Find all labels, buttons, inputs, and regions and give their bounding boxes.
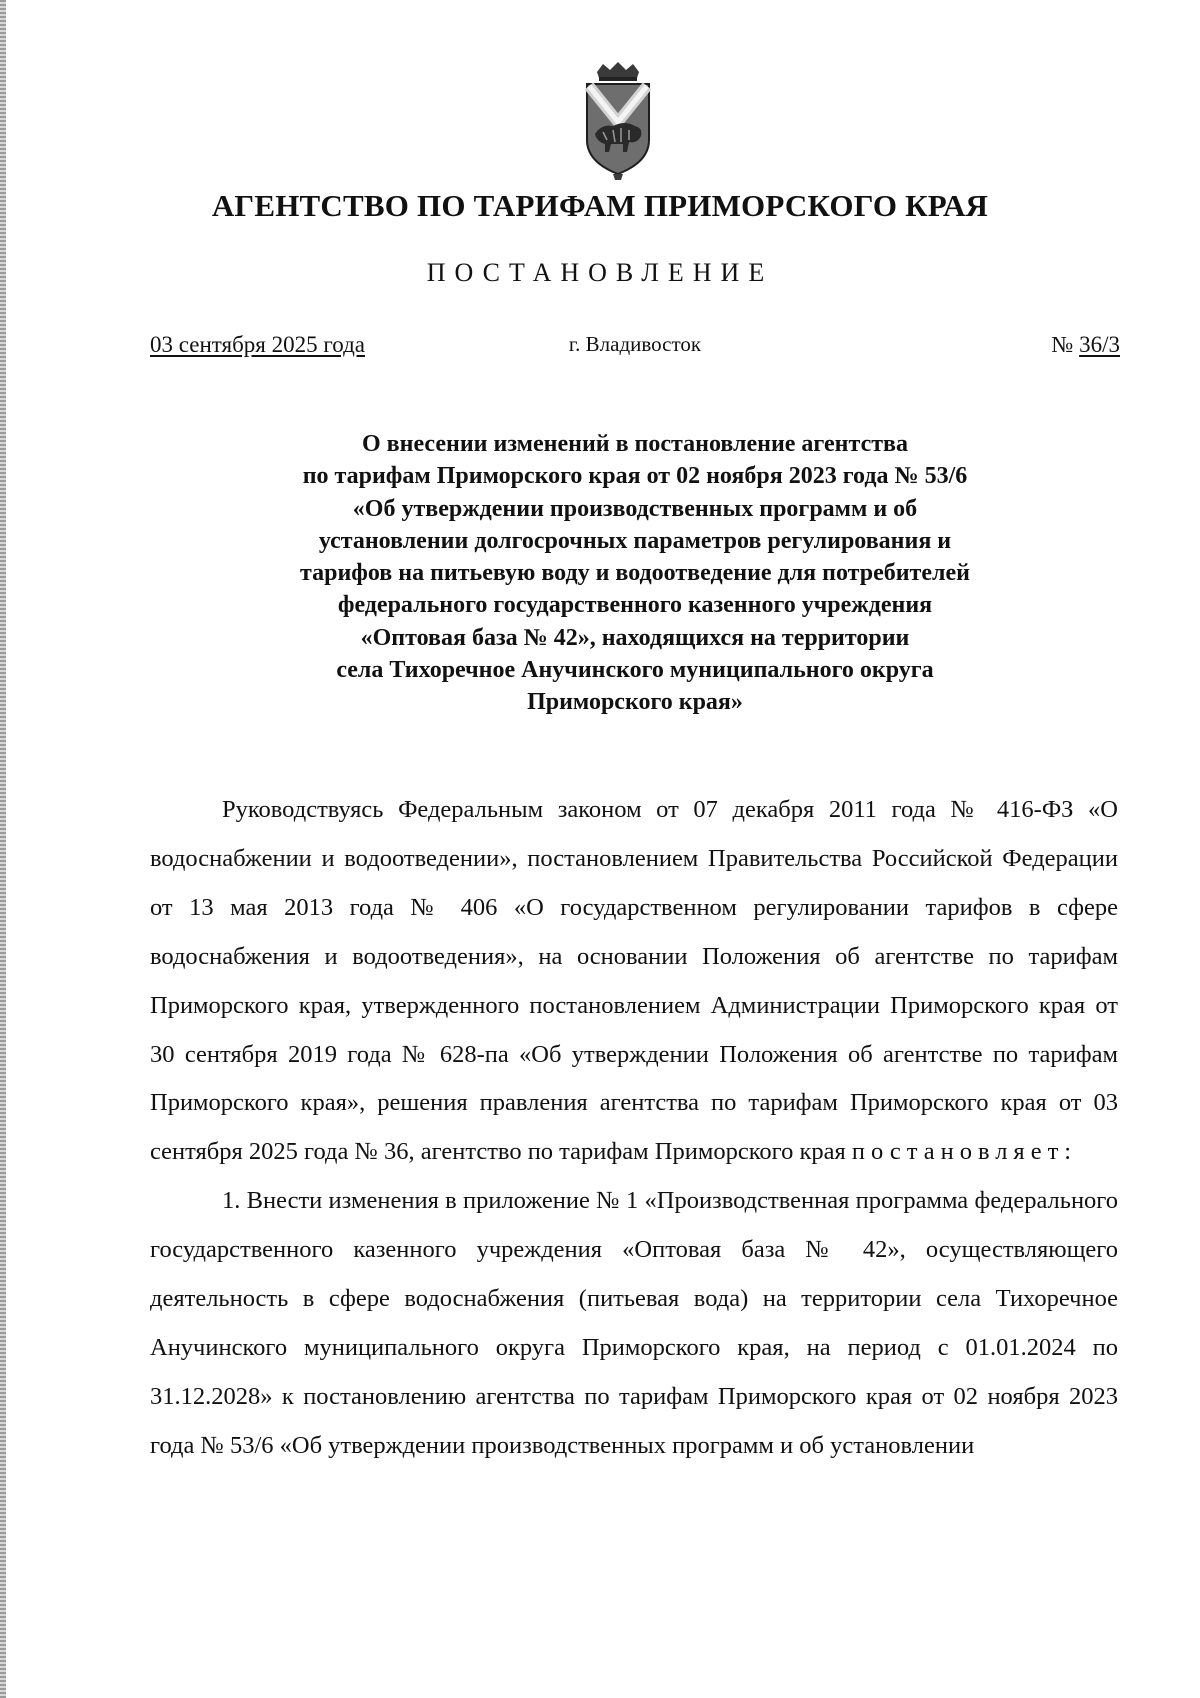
title-line: по тарифам Приморского края от 02 ноября 2023 года № 53/6 [302, 463, 968, 490]
document-meta-row [150, 332, 1120, 366]
document-body [150, 786, 1118, 1471]
title-line: федерального государственного казенного учреждения [337, 592, 933, 619]
document-type: ПОСТАНОВЛЕНИЕ [426, 258, 774, 287]
agency-name: АГЕНТСТВО ПО ТАРИФАМ ПРИМОРСКОГО КРАЯ [211, 188, 989, 223]
title-line: установлении долгосрочных параметров регулирования и [318, 527, 952, 554]
item-1-paragraph: 1. Внести изменения в приложение № 1 «Производственная программа федерального государственного казенного учреждения «Оптовая база № 42», осуществляющего деятельность в сфере водоснабжения (питьевая вода) на территории села Тихоречное Анучинского муниципального округа Приморского края, на период с 01.01.2024 по 31.12.2028» к постановлению агентства по тарифам Приморского края от 02 ноября 2023 года № 53/6 «Об утверждении производственных программ и об установлении [150, 1187, 1118, 1459]
document-number-prefix: № [1051, 332, 1080, 357]
document-city: г. Владивосток [568, 332, 702, 356]
title-line: Приморского края» [527, 689, 743, 716]
document-number [1051, 332, 1120, 358]
title-line: «Оптовая база № 42», находящихся на территории [360, 624, 910, 651]
document-title [150, 428, 1120, 719]
document-number-value: 36/3 [1079, 332, 1120, 357]
decree-word: постановляет: [851, 1138, 1078, 1166]
title-line: О внесении изменений в постановление агентства [362, 431, 908, 457]
coat-of-arms-icon [583, 62, 653, 182]
preamble-text: Руководствуясь Федеральным законом от 07 декабря 2011 года № 416-ФЗ «О водоснабжении и водоотведении», постановлением Правительства Российской Федерации от 13 мая 2013 года № 406 «О государственном регулировании тарифов в сфере водоснабжения и водоотведения», на основании Положения об агентстве по тарифам Приморского края, утвержденного постановлением Администрации Приморского края от 30 сентября 2019 года № 628-па «Об утверждении Положения об агентстве по тарифам Приморского края», решения правления агентства по тарифам Приморского края от 03 сентября 2025 года № 36, агентство по тарифам Приморского края [150, 796, 1118, 1166]
title-line: «Об утверждении производственных программ и об [352, 495, 918, 522]
document-date: 03 сентября 2025 года [150, 332, 365, 357]
title-line: села Тихоречное Анучинского муниципального округа [336, 657, 934, 684]
scan-edge-artifact [0, 0, 6, 1698]
preamble-paragraph [150, 786, 1118, 1177]
title-line: тарифов на питьевую воду и водоотведение для потребителей [300, 560, 970, 587]
